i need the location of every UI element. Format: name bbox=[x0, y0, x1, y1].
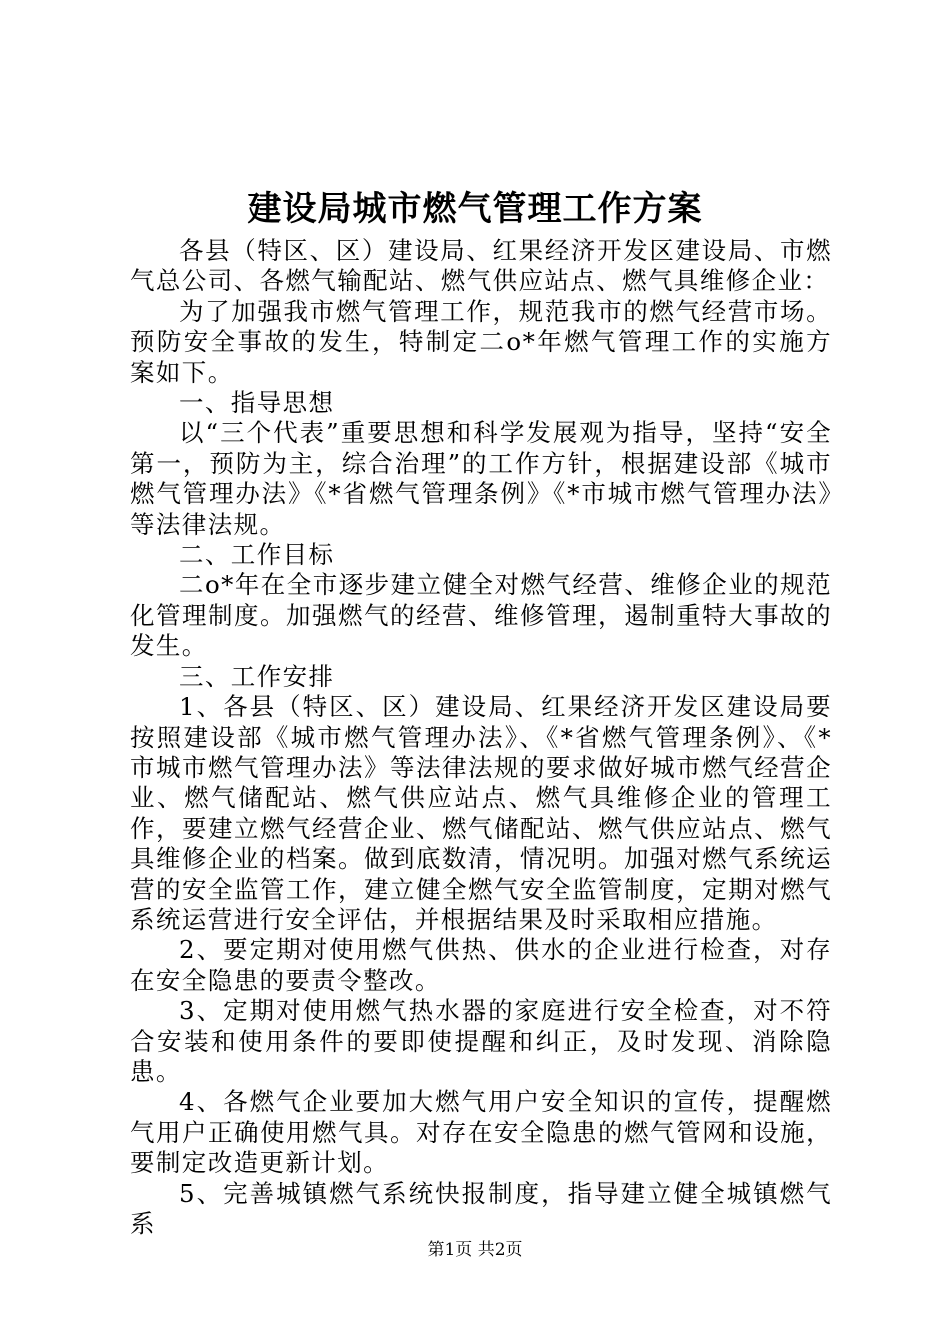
document-title: 建设局城市燃气管理工作方案 bbox=[247, 189, 703, 229]
document-body bbox=[130, 236, 832, 1239]
paragraph-guiding-ideology: 以“三个代表”重要思想和科学发展观为指导，坚持“安全第一，预防为主，综合治理”的工作方针，根据建设部《城市燃气管理办法》《*省燃气管理条例》《*市城市燃气管理办法》等法律法规。 bbox=[130, 418, 832, 539]
paragraph-item-1: 1、各县（特区、区）建设局、红果经济开发区建设局要按照建设部《城市燃气管理办法》、《*省燃气管理条例》、《*市城市燃气管理办法》等法律法规的要求做好城市燃气经营企业、燃气储配站、燃气供应站点、燃气具维修企业的管理工作，要建立燃气经营企业、燃气储配站、燃气供应站点、燃气具维修企业的档案。做到底数清，情况明。加强对燃气系统运营的安全监管工作，建立健全燃气安全监管制度，定期对燃气系统运营进行安全评估，并根据结果及时采取相应措施。 bbox=[130, 692, 832, 934]
section-heading-guiding-ideology: 一、指导思想 bbox=[179, 388, 335, 418]
paragraph-intro: 为了加强我市燃气管理工作，规范我市的燃气经营市场。预防安全事故的发生，特制定二o*年燃气管理工作的实施方案如下。 bbox=[130, 296, 832, 387]
paragraph-item-2: 2、要定期对使用燃气供热、供水的企业进行检查，对存在安全隐患的要责令整改。 bbox=[130, 935, 832, 995]
paragraph-item-4: 4、各燃气企业要加大燃气用户安全知识的宣传，提醒燃气用户正确使用燃气具。对存在安全隐患的燃气管网和设施，要制定改造更新计划。 bbox=[130, 1087, 832, 1178]
page-number-footer: 第1页 共2页 bbox=[427, 1240, 523, 1260]
section-heading-work-arrangement: 三、工作安排 bbox=[179, 661, 335, 691]
paragraph-item-3: 3、定期对使用燃气热水器的家庭进行安全检查，对不符合安装和使用条件的要即使提醒和纠正，及时发现、消除隐患。 bbox=[130, 996, 832, 1086]
paragraph-salutation: 各县（特区、区）建设局、红果经济开发区建设局、市燃气总公司、各燃气输配站、燃气供应站点、燃气具维修企业： bbox=[130, 236, 832, 296]
paragraph-work-goals: 二o*年在全市逐步建立健全对燃气经营、维修企业的规范化管理制度。加强燃气的经营、维修管理，遏制重特大事故的发生。 bbox=[130, 570, 832, 661]
section-heading-work-goals: 二、工作目标 bbox=[179, 540, 335, 570]
paragraph-item-5: 5、完善城镇燃气系统快报制度，指导建立健全城镇燃气系 bbox=[130, 1178, 832, 1238]
